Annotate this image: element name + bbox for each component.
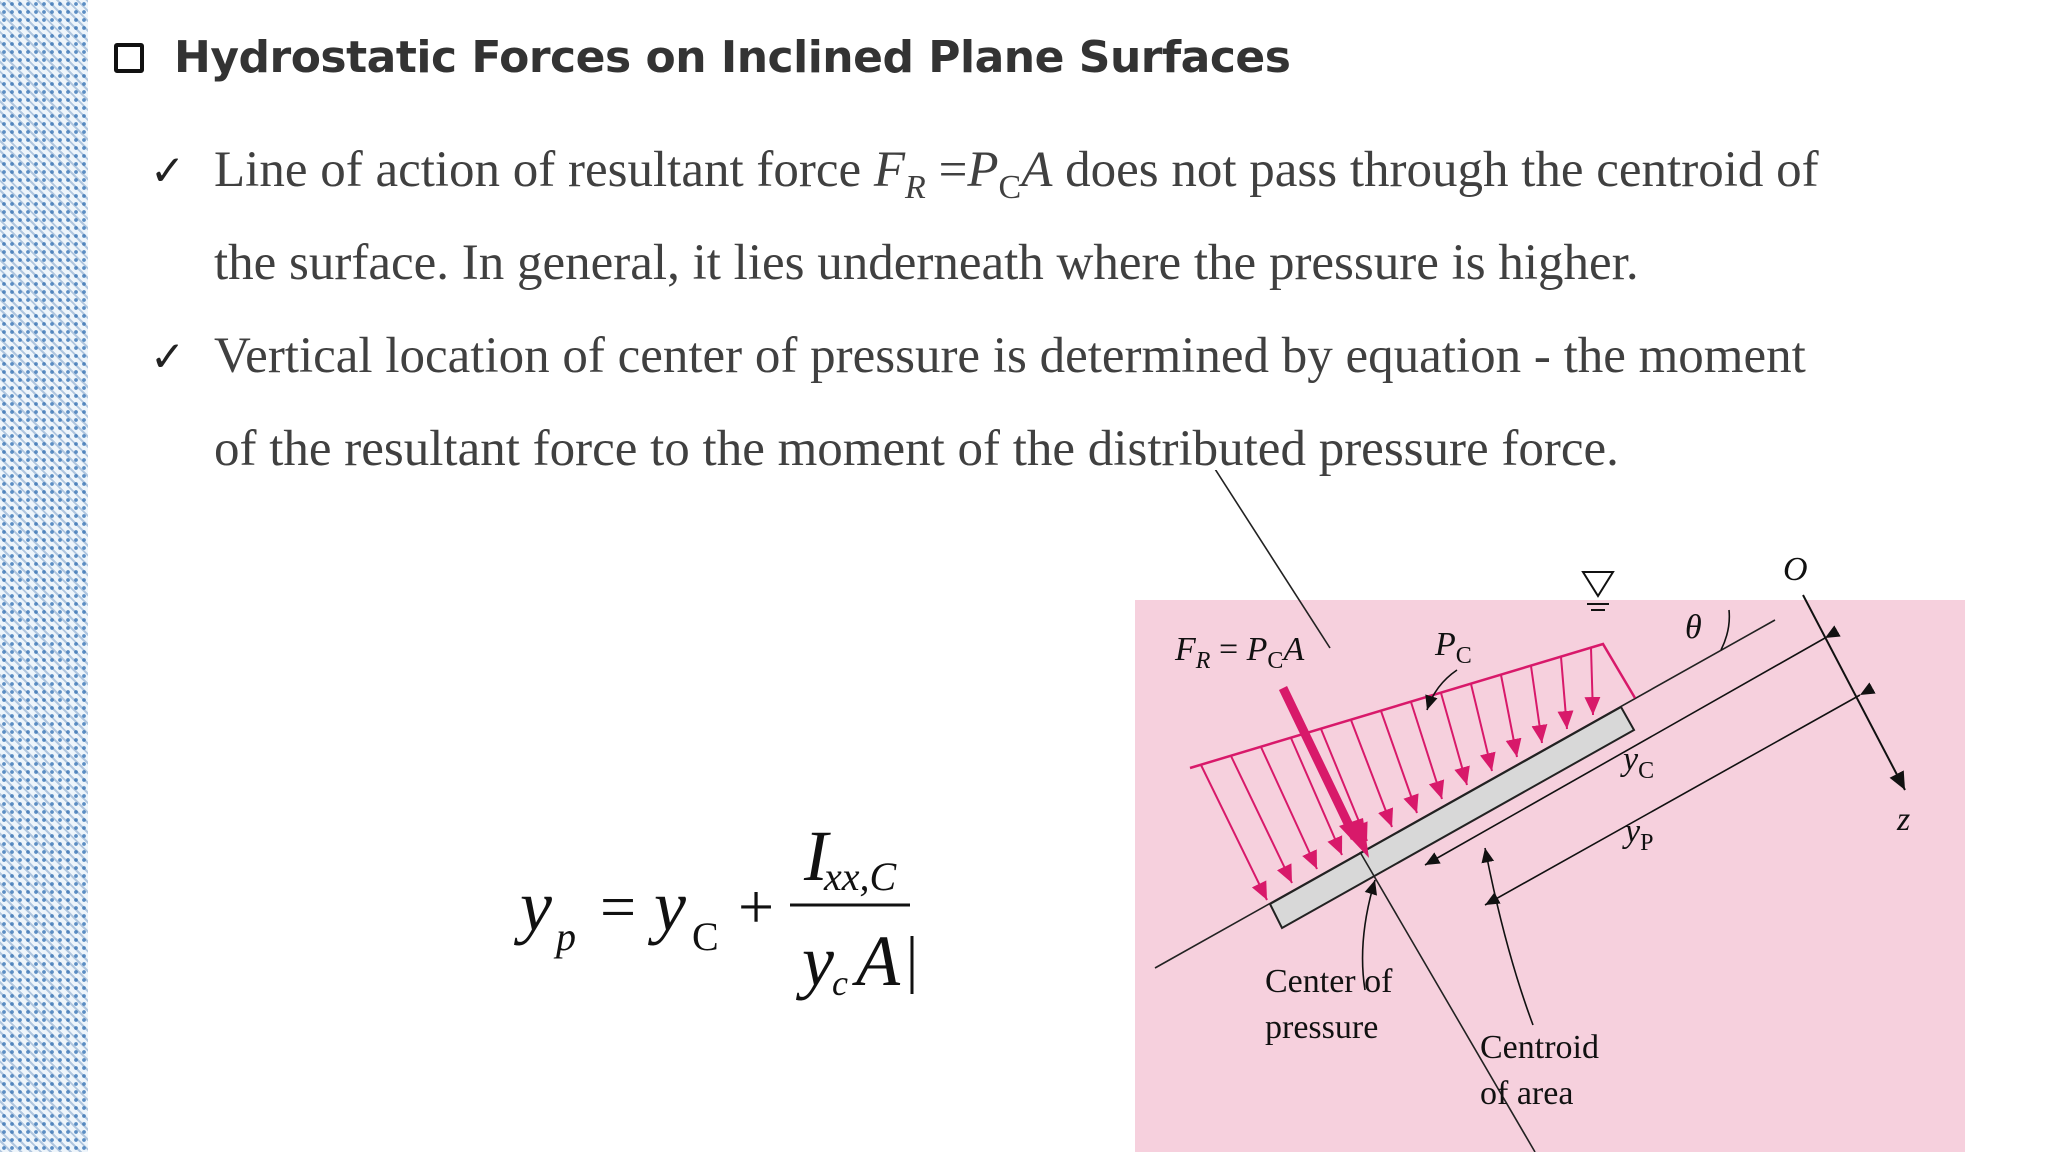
pc-label: $P_C$ [1435,626,1472,669]
inclined-plane-diagram [1135,470,1995,1152]
slide-title: Hydrostatic Forces on Inclined Plane Surfaces [174,32,1291,83]
svg-text:=: = [600,871,637,942]
square-bullet-icon [114,43,144,73]
svg-text:c: c [832,963,848,1003]
checkmark-icon: ✓ [150,146,186,195]
svg-text:of area: of area [1480,1075,1574,1112]
svg-text:C: C [692,914,719,959]
svg-text:xx,C: xx,C [824,854,897,899]
svg-text:y: y [802,921,834,1001]
decorative-side-strip [0,0,88,1152]
force-label: $F_R = P_CA$ [1175,631,1305,674]
svg-text:θ: θ [1685,609,1702,646]
svg-text:A: A [856,921,900,1001]
svg-text:Centroid: Centroid [1480,1029,1599,1066]
svg-text:O: O [1783,551,1808,588]
svg-text:y: y [520,866,552,946]
bullet-1-line-1: Line of action of resultant force $F_R =P_CA$ does not pass through the centroid of [214,142,1819,206]
yp-label: $y_P$ [1625,813,1654,856]
svg-text:z: z [1897,801,1911,838]
bullet-2-line-1: Vertical location of center of pressure is determined by equation - the moment [214,328,1806,384]
title-row [114,32,1290,83]
svg-text:p: p [556,914,576,959]
fluid-region [1135,600,1965,1152]
svg-text:pressure: pressure [1265,1009,1379,1046]
svg-text:y: y [654,866,686,946]
bullet-1-line-2: the surface. In general, it lies underneath where the pressure is higher. [214,235,1639,291]
svg-text:+: + [738,871,775,942]
center-of-pressure-formula [510,810,930,1010]
checkmark-icon: ✓ [150,332,186,381]
free-surface-icon [1583,572,1613,610]
yc-label: $y_C$ [1623,741,1655,784]
bullet-2-line-2: of the resultant force to the moment of the distributed pressure force. [214,421,1619,477]
svg-text:Center of: Center of [1265,963,1393,1000]
svg-text:I: I [804,816,828,896]
